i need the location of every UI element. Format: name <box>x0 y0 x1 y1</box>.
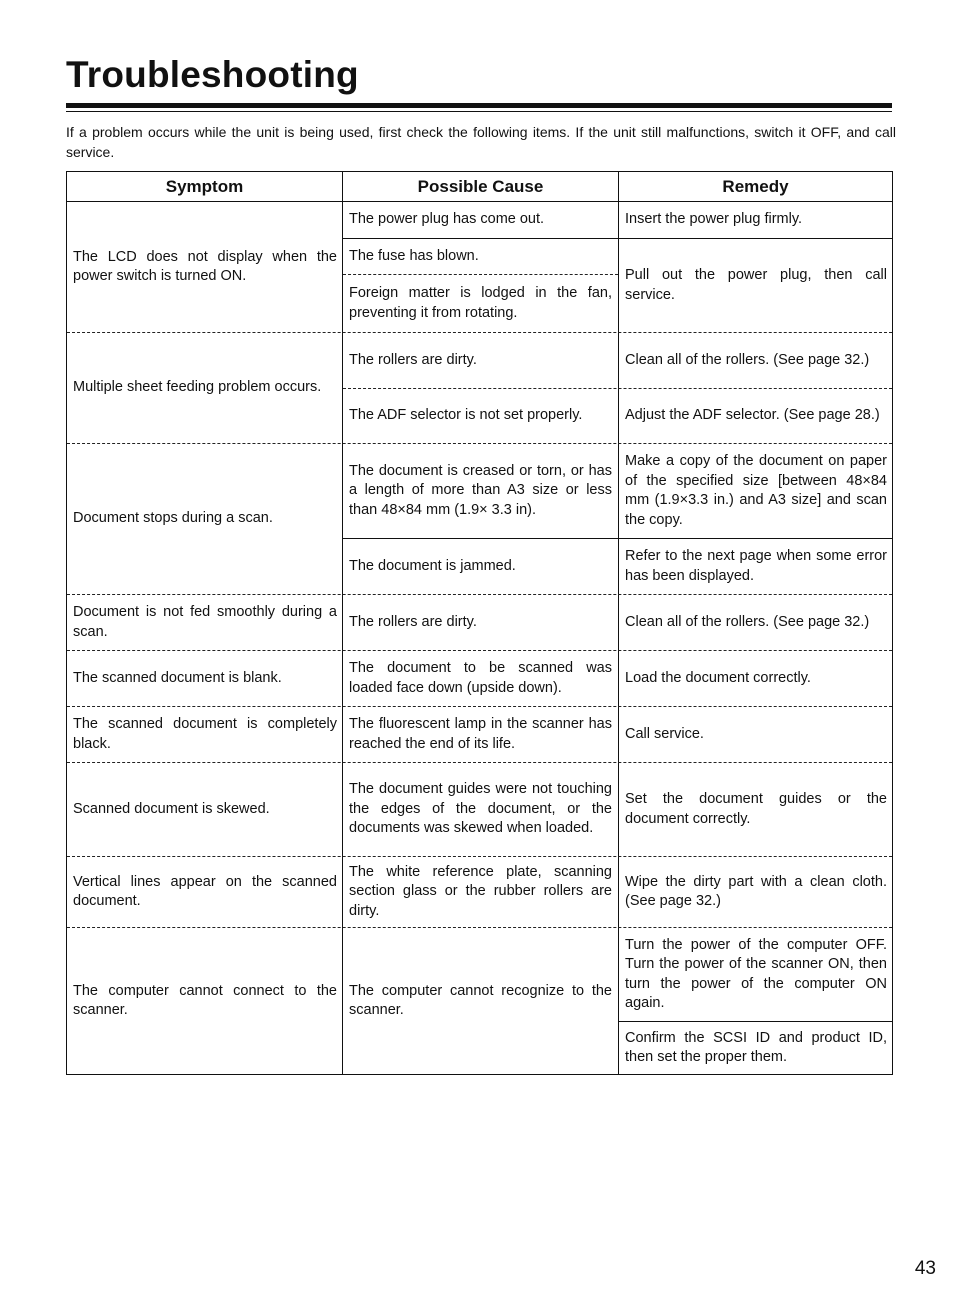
column-divider <box>342 172 343 1074</box>
cause-cell: The fuse has blown. <box>349 247 479 264</box>
symptom-cell: The LCD does not display when the power switch is turned ON. <box>73 248 337 284</box>
remedy-cell: Confirm the SCSI ID and product ID, then set the proper them. <box>625 1029 887 1065</box>
remedy-cell: Turn the power of the computer OFF. Turn the power of the scanner ON, then turn the power of the computer ON again. <box>625 936 887 1011</box>
cause-cell: The power plug has come out. <box>349 211 545 228</box>
symptom-cell: Multiple sheet feeding problem occurs. <box>73 379 322 396</box>
header-symptom: Symptom <box>165 177 244 196</box>
remedy-cell: Load the document correctly. <box>625 669 811 686</box>
column-divider <box>618 172 619 1074</box>
header-remedy: Remedy <box>722 177 789 196</box>
page-title: Troubleshooting <box>66 54 359 95</box>
cause-cell: The document to be scanned was loaded face down (upside down). <box>349 660 612 696</box>
cause-cell: The fluorescent lamp in the scanner has reached the end of its life. <box>349 716 612 752</box>
title-rule-thick <box>66 103 892 108</box>
symptom-cell: Vertical lines appear on the scanned document. <box>73 873 337 909</box>
remedy-cell: Pull out the power plug, then call service. <box>625 267 887 303</box>
symptom-cell: Document stops during a scan. <box>73 510 273 527</box>
remedy-cell: Wipe the dirty part with a clean cloth. (See page 32.) <box>625 873 887 909</box>
title-rule-thin <box>66 111 892 112</box>
symptom-cell: Document is not fed smoothly during a scan. <box>73 604 337 640</box>
remedy-cell: Clean all of the rollers. (See page 32.) <box>625 351 870 368</box>
cause-cell: The white reference plate, scanning section glass or the rubber rollers are dirty. <box>349 863 612 919</box>
cause-cell: Foreign matter is lodged in the fan, preventing it from rotating. <box>349 285 612 321</box>
symptom-cell: The scanned document is completely black. <box>73 716 337 752</box>
cause-cell: The rollers are dirty. <box>349 613 477 630</box>
symptom-cell: The scanned document is blank. <box>73 669 282 686</box>
remedy-cell: Clean all of the rollers. (See page 32.) <box>625 613 870 630</box>
remedy-cell: Make a copy of the document on paper of the specified size [between 48×84 mm (1.9×3.3 in.) and A3 size] and scan the copy. <box>625 453 887 528</box>
cause-cell: The rollers are dirty. <box>349 351 477 368</box>
cause-cell: The ADF selector is not set properly. <box>349 407 583 424</box>
cause-cell: The computer cannot recognize to the scanner. <box>349 982 612 1018</box>
cause-cell: The document is jammed. <box>349 557 516 574</box>
remedy-cell: Insert the power plug firmly. <box>625 211 803 228</box>
header-cause: Possible Cause <box>417 177 544 196</box>
cause-cell: The document is creased or torn, or has a length of more than A3 size or less than 48×84 mm (1.9× 3.3 in). <box>349 462 612 518</box>
remedy-cell: Refer to the next page when some error has been displayed. <box>625 548 887 584</box>
remedy-cell: Set the document guides or the document correctly. <box>625 791 887 827</box>
intro-paragraph: If a problem occurs while the unit is being used, first check the following items. If the unit still malfunctions, switch it OFF, and call service. <box>66 124 896 160</box>
remedy-cell: Adjust the ADF selector. (See page 28.) <box>625 407 880 424</box>
troubleshooting-table <box>66 171 893 1075</box>
remedy-cell: Call service. <box>625 725 704 742</box>
symptom-cell: The computer cannot connect to the scanner. <box>73 982 337 1018</box>
cause-cell: The document guides were not touching the edges of the document, or the documents was skewed when loaded. <box>349 781 612 837</box>
page-number: 43 <box>914 1258 936 1279</box>
symptom-cell: Scanned document is skewed. <box>73 800 270 817</box>
